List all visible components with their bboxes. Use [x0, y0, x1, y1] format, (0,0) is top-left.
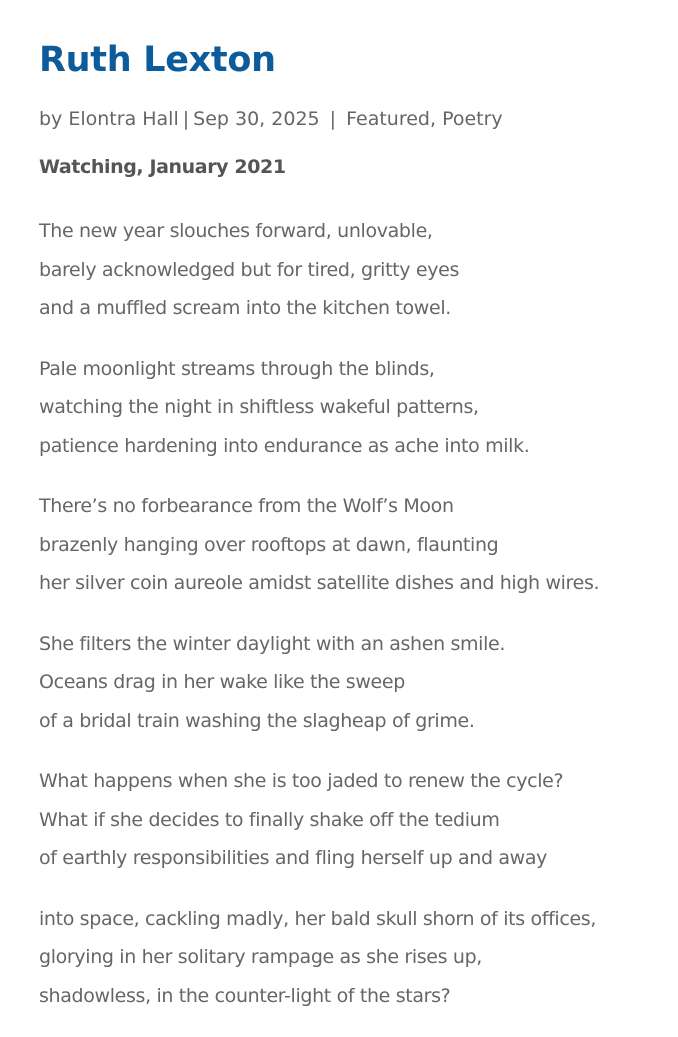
stanza — [39, 900, 669, 1016]
poem-line: glorying in her solitary rampage as she rises up, — [39, 946, 482, 968]
meta-separator: | — [323, 108, 343, 130]
stanza — [39, 487, 669, 603]
poem-line: What happens when she is too jaded to renew the cycle? — [39, 770, 564, 792]
byline-prefix: by — [39, 108, 63, 130]
poem-line: her silver coin aureole amidst satellite dishes and high wires. — [39, 572, 600, 594]
author-link[interactable]: Elontra Hall — [68, 108, 179, 130]
poem-line: brazenly hanging over rooftops at dawn, flaunting — [39, 533, 499, 556]
poem-line: of earthly responsibilities and fling herself up and away — [39, 847, 548, 869]
stanza — [39, 350, 669, 466]
stanza — [39, 625, 669, 741]
poem-line: The new year slouches forward, unlovable, — [39, 220, 433, 242]
poem-line: Oceans drag in her wake like the sweep — [39, 671, 405, 693]
poem-line: What if she decides to finally shake off the tedium — [39, 808, 500, 831]
poem-line: There’s no forbearance from the Wolf’s Moon — [39, 495, 454, 517]
poem-line: watching the night in shiftless wakeful patterns, — [39, 396, 479, 418]
page-title: Ruth Lexton — [39, 40, 276, 80]
stanza — [39, 212, 669, 328]
meta-separator: | — [182, 108, 190, 130]
poem-body — [39, 212, 669, 1037]
poem-line: She filters the winter daylight with an ashen smile. — [39, 632, 506, 655]
post-meta — [39, 104, 503, 134]
poem-line: barely acknowledged but for tired, gritty eyes — [39, 258, 459, 281]
category-link-poetry[interactable]: Poetry — [442, 108, 503, 130]
category-separator: , — [429, 108, 443, 130]
poem-line: Pale moonlight streams through the blinds, — [39, 357, 435, 380]
poem-line: patience hardening into endurance as ache into milk. — [39, 434, 530, 457]
poem-line: shadowless, in the counter-light of the stars? — [39, 984, 451, 1007]
category-link-featured[interactable]: Featured — [346, 108, 430, 130]
poem-line: of a bridal train washing the slagheap of grime. — [39, 709, 475, 732]
stanza — [39, 762, 669, 878]
poem-title: Watching, January 2021 — [39, 156, 286, 178]
post-date: Sep 30, 2025 — [193, 108, 320, 130]
poem-line: and a muffled scream into the kitchen towel. — [39, 297, 451, 319]
poem-line: into space, cackling madly, her bald skull shorn of its offices, — [39, 907, 597, 930]
